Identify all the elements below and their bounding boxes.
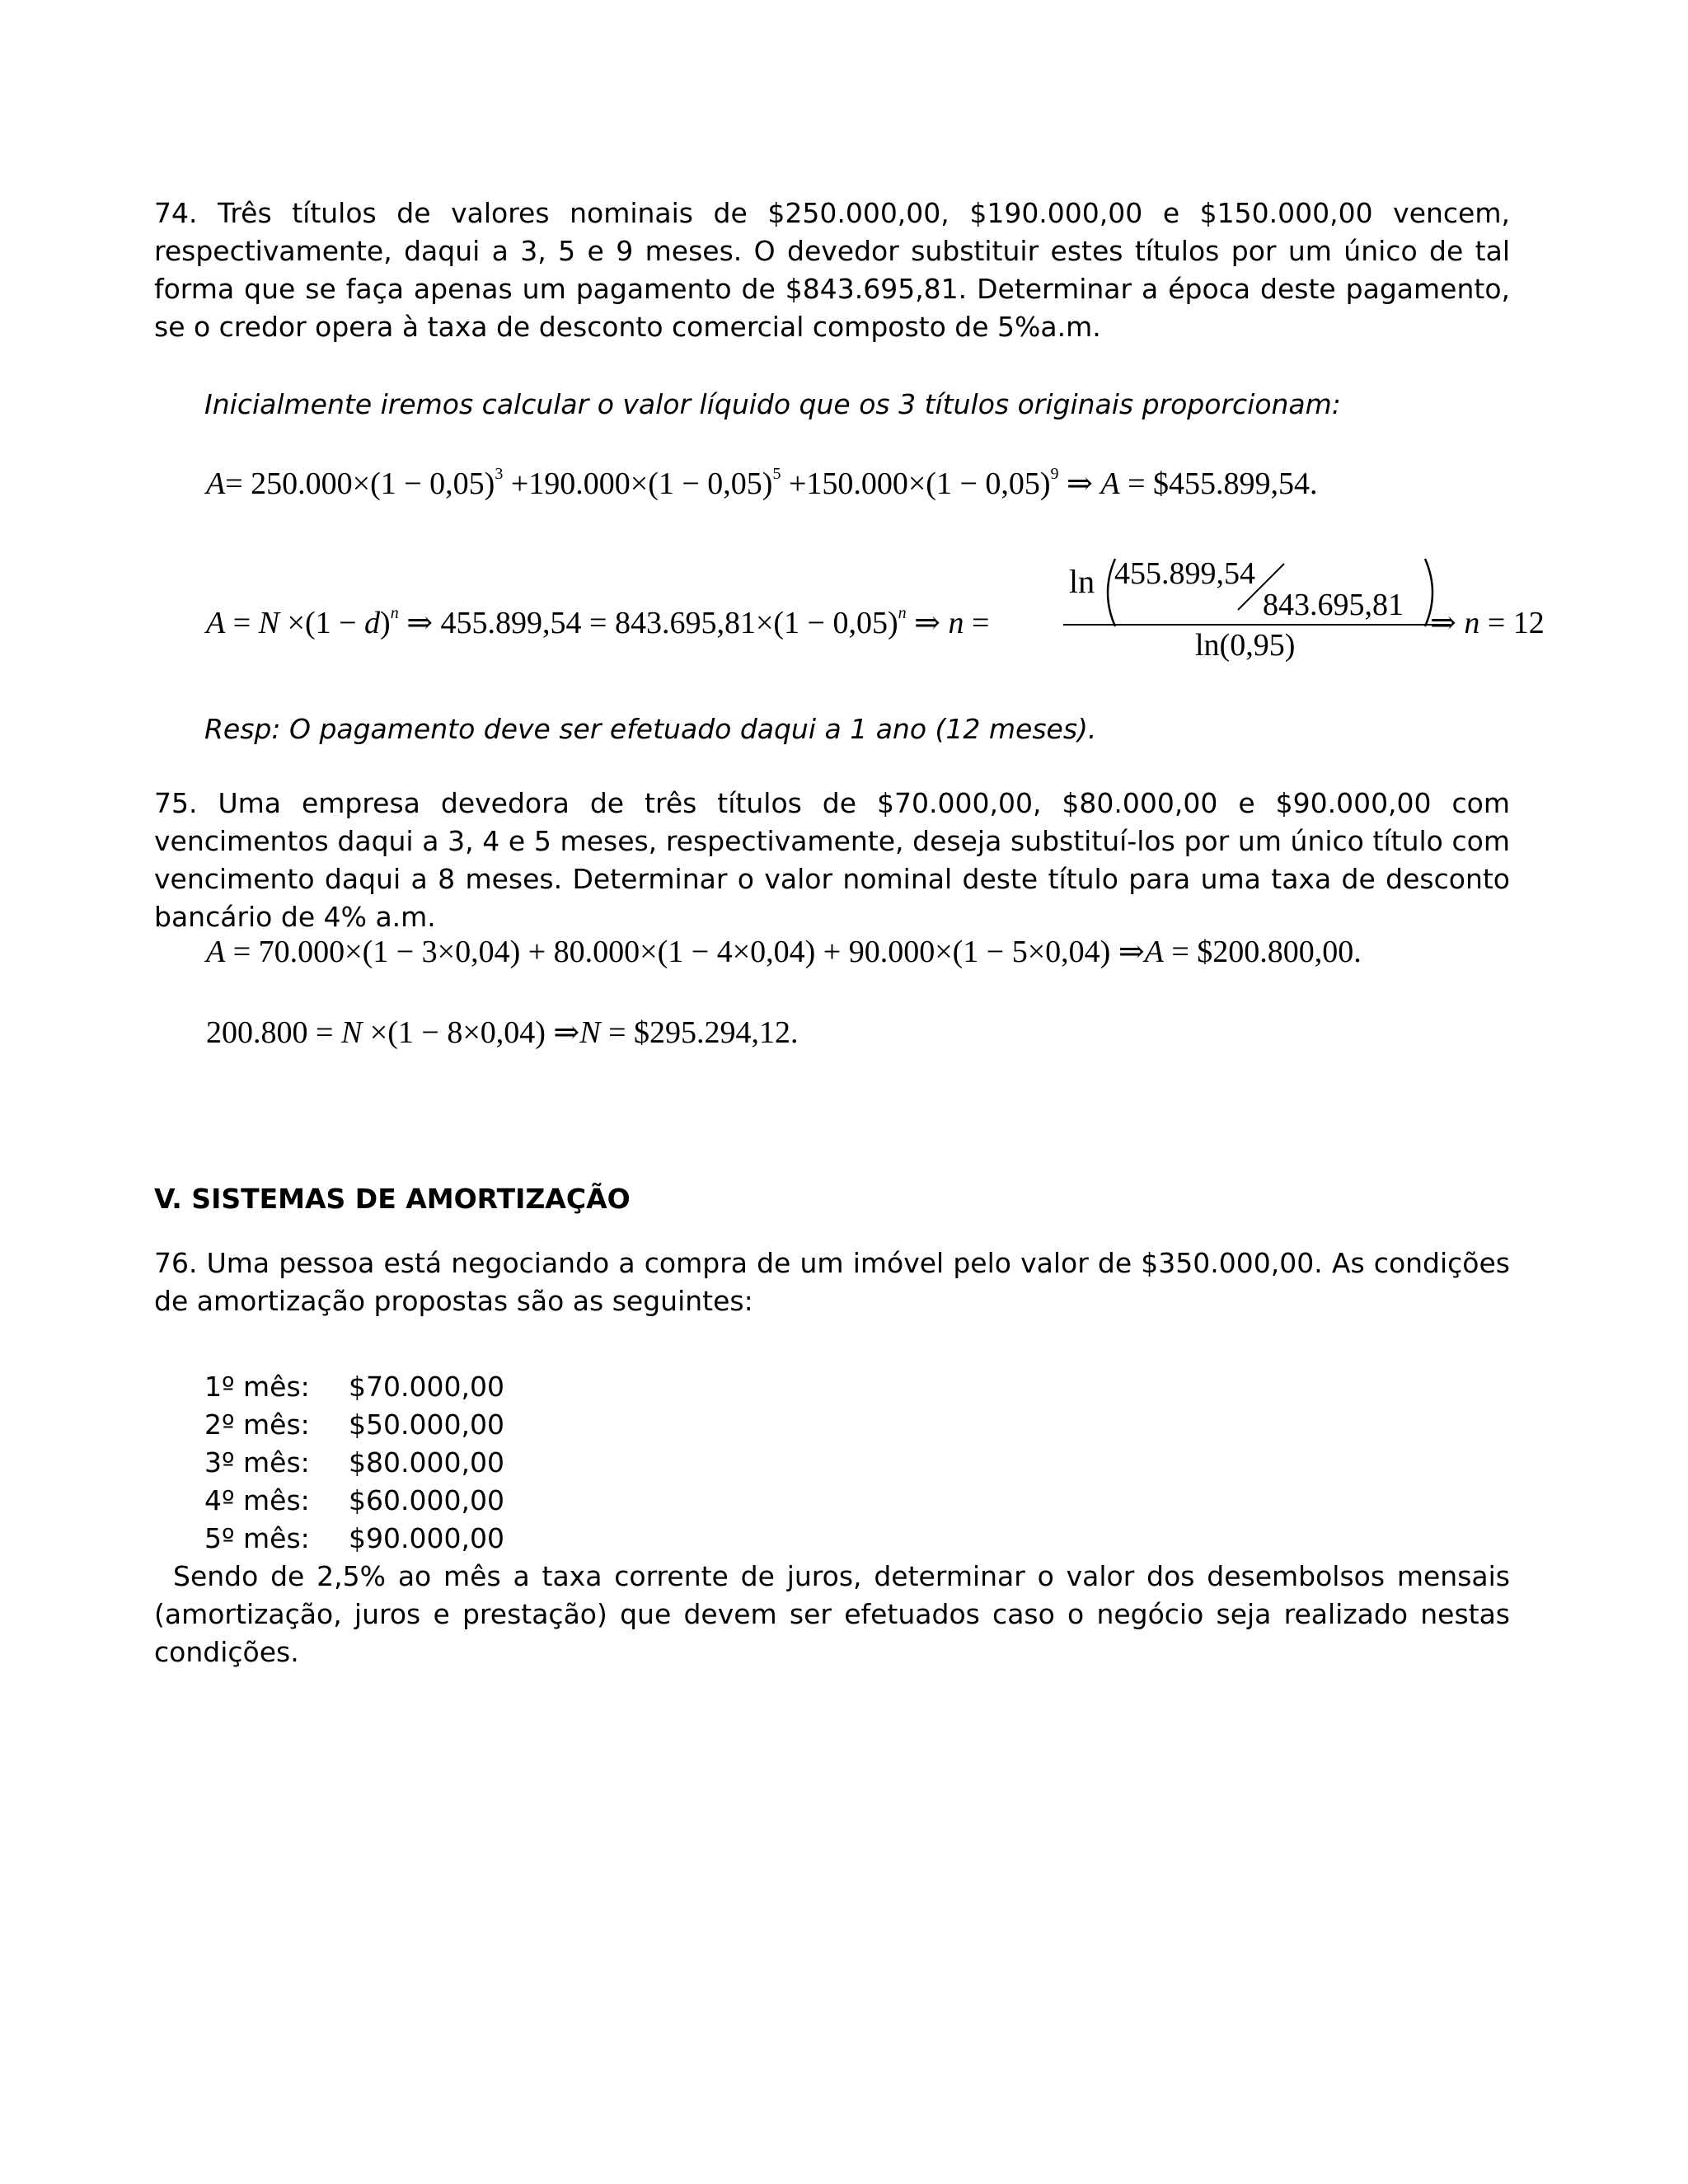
- eq-part: ): [380, 606, 391, 640]
- eq-part: ×(1 −: [279, 606, 365, 640]
- question-75-text: 75. Uma empresa devedora de três títulos de $70.000,00, $80.000,00 e $90.000,00 com vencimentos daqui a 3, 4 e 5 meses, respectivamente, deseja substituí-los por um único título com vencimento daqui a 8 meses. Determinar o valor nominal deste título para uma taxa de desconto bancário de 4% a.m.: [154, 787, 1510, 933]
- eq-part: 200.800 =: [206, 1015, 341, 1050]
- eq-exponent: 5: [772, 465, 781, 483]
- question-74-answer: Resp: O pagamento deve ser efetuado daqui a 1 ano (12 meses).: [204, 713, 1097, 745]
- eq-part: = 250.000×(1 − 0,05): [225, 466, 495, 501]
- eq-part: ⇒ 455.899,54 = 843.695,81×(1 − 0,05): [398, 606, 898, 640]
- eq-var-n: n: [1464, 606, 1480, 640]
- fraction-ln: ln: [1069, 563, 1095, 600]
- eq-var-a: A: [1144, 935, 1164, 969]
- eq-var-a: A: [206, 606, 226, 640]
- eq-part: ⇒: [1058, 466, 1101, 501]
- question-76-closing: Sendo de 2,5% ao mês a taxa corrente de juros, determinar o valor dos desembolsos mensais (amortização, juros e prestação) que devem ser efetuados caso o negócio seja realizado nestas condições.: [154, 1560, 1510, 1668]
- eq-var-a: A: [206, 466, 226, 501]
- eq-exponent: 3: [495, 465, 504, 483]
- list-item: [204, 1444, 504, 1482]
- question-74-text: 74. Três títulos de valores nominais de $250.000,00, $190.000,00 e $150.000,00 vencem, respectivamente, daqui a 3, 5 e 9 meses. O devedor substituir estes títulos por um único de tal forma que se faça apenas um pagamento de $843.695,81. Determinar a época deste pagamento, se o credor opera à taxa de desconto comercial composto de 5%a.m.: [154, 197, 1510, 343]
- eq-part: = 70.000×(1 − 3×0,04) + 80.000×(1 − 4×0,04) + 90.000×(1 − 5×0,04) ⇒: [225, 935, 1145, 969]
- eq-var-a: A: [206, 935, 226, 969]
- month-value: $70.000,00: [349, 1371, 504, 1403]
- eq-part: +190.000×(1 − 0,05): [503, 466, 773, 501]
- eq-part: ⇒: [1430, 606, 1465, 640]
- month-label: 3º mês:: [204, 1446, 310, 1479]
- question-74-intro: Inicialmente iremos calcular o valor líquido que os 3 títulos originais proporcionam:: [204, 388, 1341, 420]
- eq-result: = $200.800,00.: [1163, 935, 1362, 969]
- question-76-text: 76. Uma pessoa está negociando a compra de um imóvel pelo valor de $350.000,00. As condições de amortização propostas são as seguintes:: [154, 1247, 1510, 1317]
- eq-var-n: N: [340, 1015, 363, 1050]
- eq-result: = $455.899,54.: [1119, 466, 1318, 501]
- month-value: $60.000,00: [349, 1484, 504, 1516]
- fraction-denominator: ln(0,95): [1195, 628, 1296, 663]
- fraction-num-top: 455.899,54: [1114, 556, 1255, 591]
- list-item: [204, 1482, 504, 1520]
- eq-exponent: n: [390, 604, 399, 622]
- equation-74-1: [206, 463, 1318, 504]
- eq-var-a: A: [1100, 466, 1120, 501]
- eq-exponent: 9: [1050, 465, 1059, 483]
- eq-part: =: [964, 606, 990, 640]
- eq-part: =: [225, 606, 259, 640]
- eq-var-n: N: [579, 1015, 601, 1050]
- month-value: $50.000,00: [349, 1408, 504, 1441]
- eq-var-n: N: [258, 606, 280, 640]
- eq-var-d: d: [364, 606, 381, 640]
- list-item: [204, 1520, 504, 1558]
- section-heading: V. SISTEMAS DE AMORTIZAÇÃO: [154, 1183, 631, 1215]
- amortization-list: [204, 1368, 504, 1558]
- equation-75-1: [206, 931, 1362, 972]
- fraction-bar: [1063, 624, 1451, 626]
- eq-part: +150.000×(1 − 0,05): [781, 466, 1051, 501]
- eq-result: = $295.294,12.: [600, 1015, 799, 1050]
- month-value: $80.000,00: [349, 1446, 504, 1479]
- eq-exponent: n: [898, 604, 907, 622]
- eq-var-n: n: [948, 606, 964, 640]
- list-item: [204, 1368, 504, 1406]
- month-label: 2º mês:: [204, 1408, 310, 1441]
- fraction-num-bottom: 843.695,81: [1263, 588, 1404, 622]
- month-label: 5º mês:: [204, 1522, 310, 1554]
- list-item: [204, 1406, 504, 1444]
- eq-part: ⇒: [906, 606, 949, 640]
- month-label: 4º mês:: [204, 1484, 310, 1516]
- equation-75-2: [206, 1012, 799, 1053]
- eq-part: ×(1 − 8×0,04) ⇒: [362, 1015, 580, 1050]
- month-value: $90.000,00: [349, 1522, 504, 1554]
- equation-74-2-lhs: [206, 602, 989, 644]
- month-label: 1º mês:: [204, 1371, 310, 1403]
- equation-74-2-result: [1430, 602, 1545, 644]
- eq-result: = 12: [1479, 606, 1545, 640]
